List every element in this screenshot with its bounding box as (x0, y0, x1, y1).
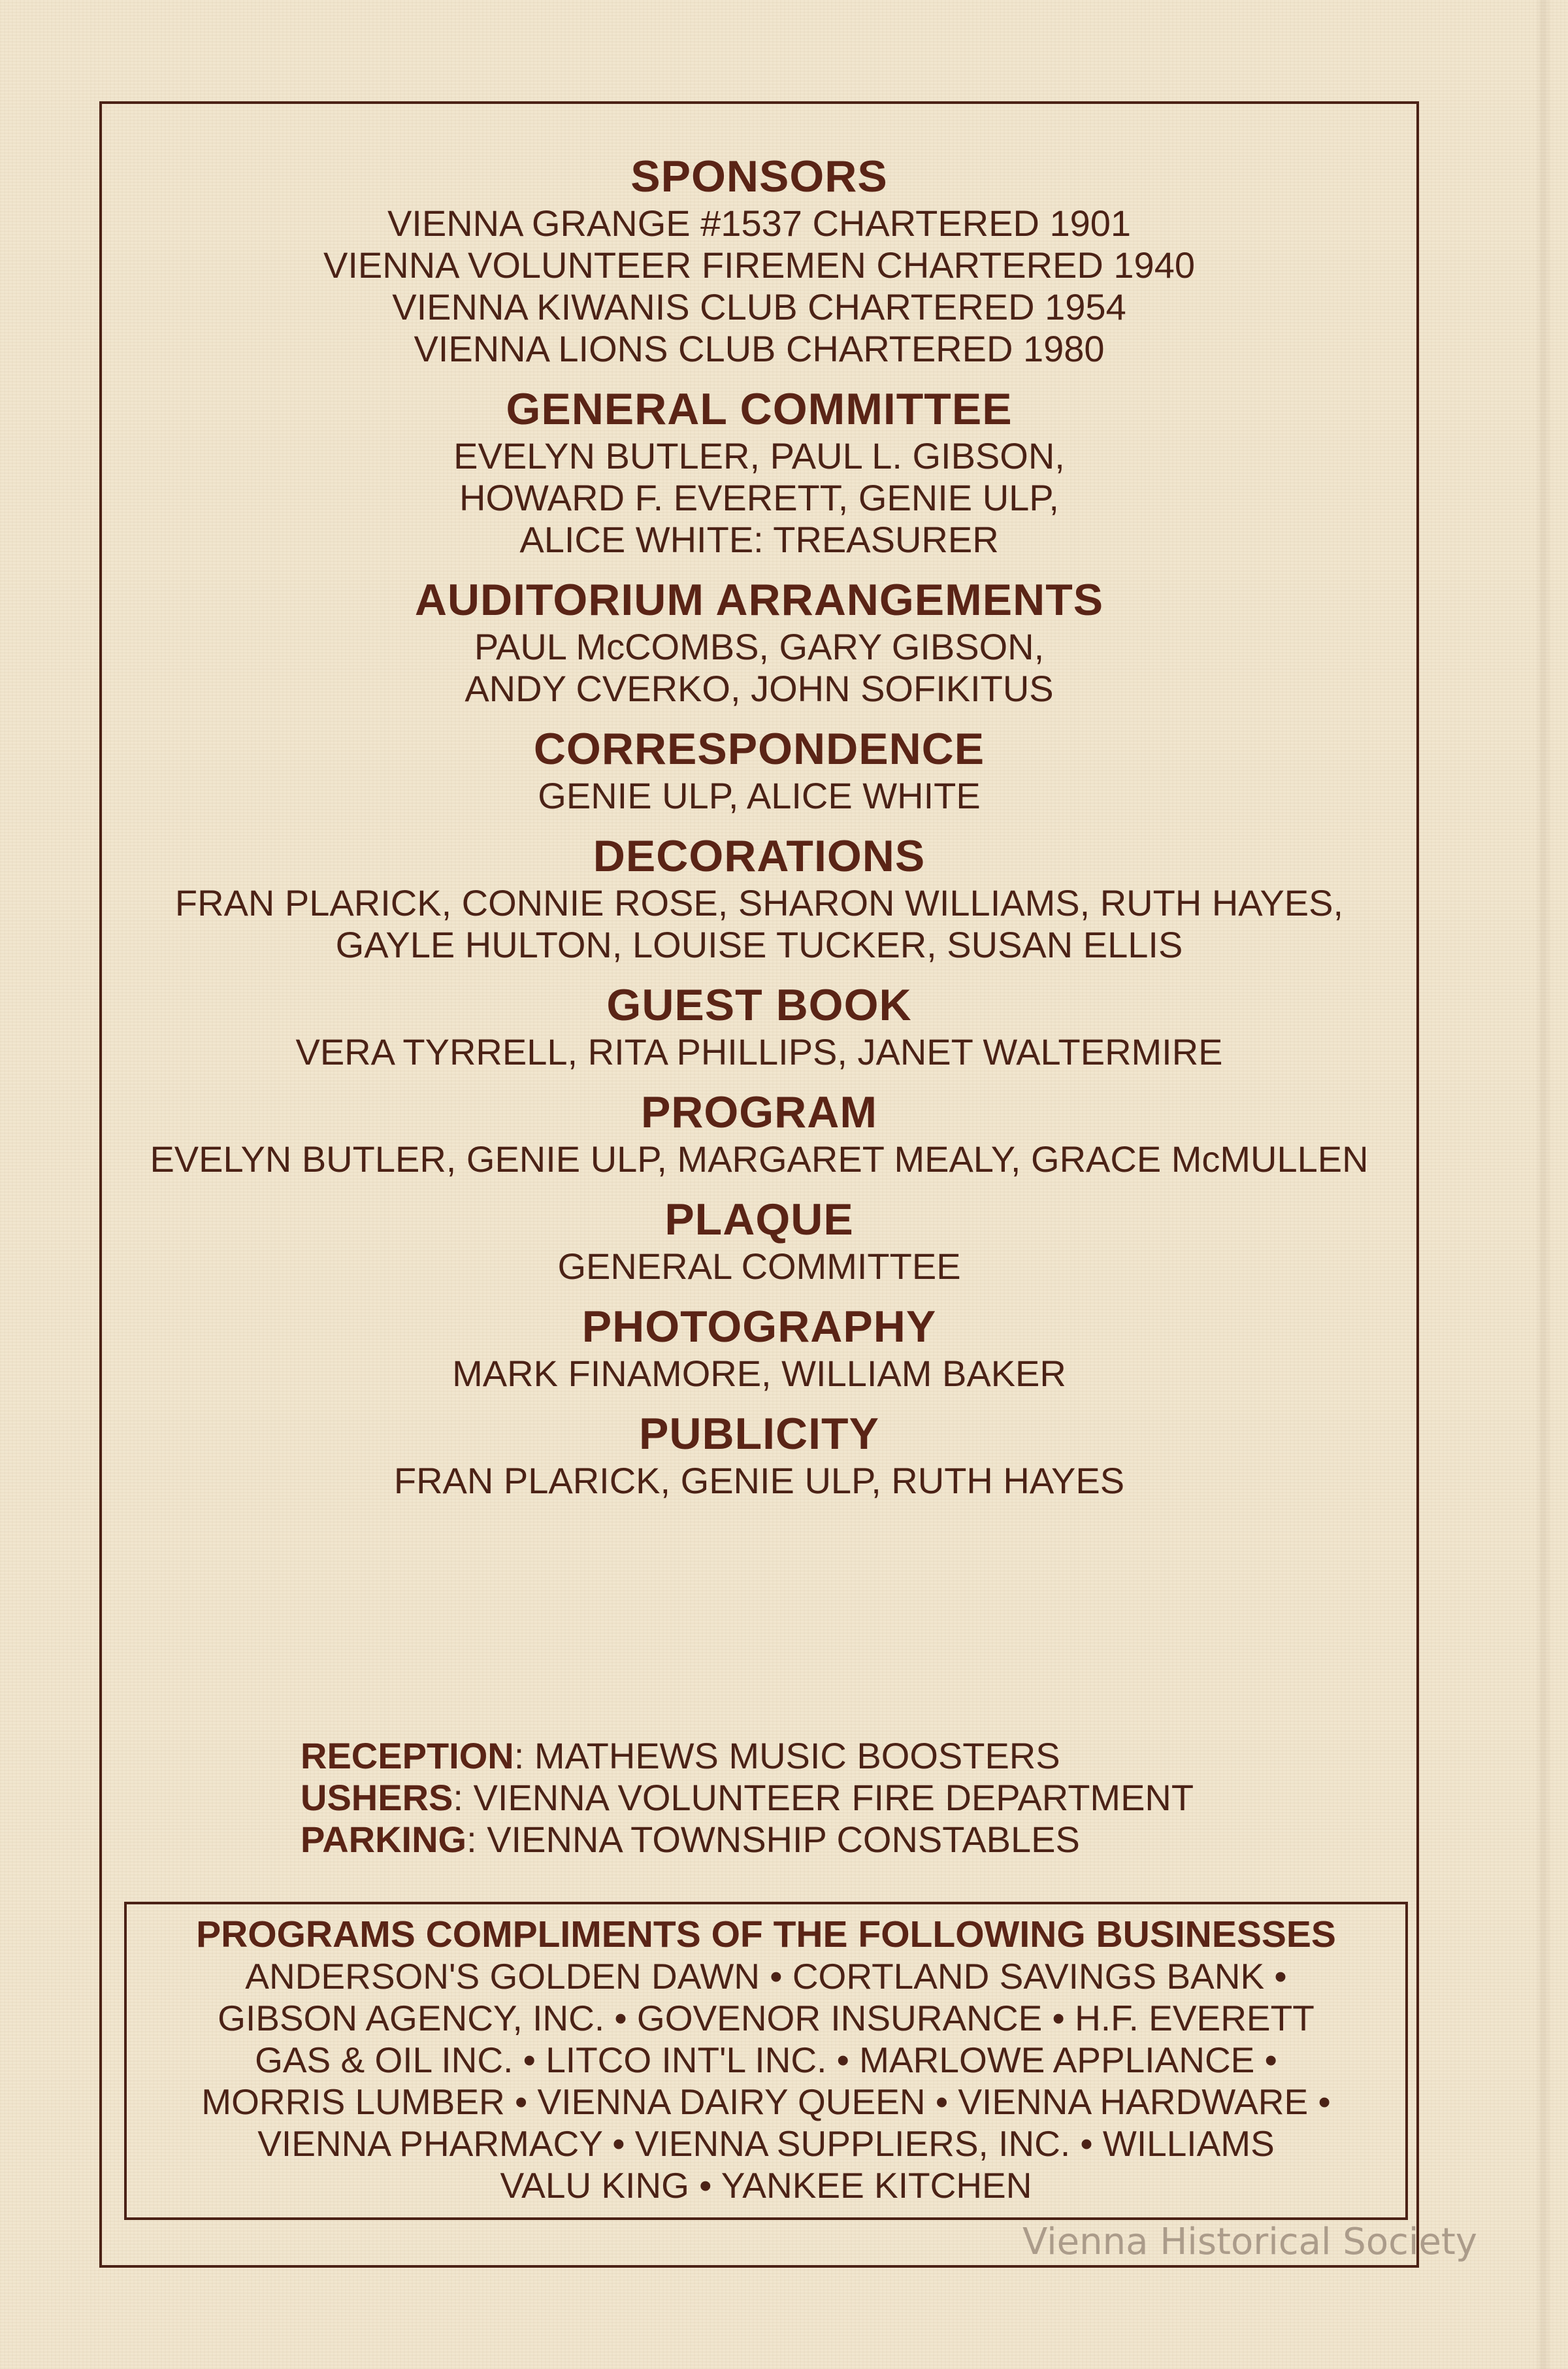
section-line: FRAN PLARICK, GENIE ULP, RUTH HAYES (393, 1460, 1125, 1501)
section-decorations (102, 830, 1416, 966)
section-line: EVELYN BUTLER, GENIE ULP, MARGARET MEALY, GRACE McMULLEN (150, 1138, 1369, 1180)
business-line: VALU KING • YANKEE KITCHEN (500, 2165, 1032, 2206)
section-line: VERA TYRRELL, RITA PHILLIPS, JANET WALTERMIRE (295, 1031, 1223, 1072)
role-value: : MATHEWS MUSIC BOOSTERS (514, 1735, 1060, 1776)
section-publicity (102, 1408, 1416, 1502)
section-heading: GUEST BOOK (606, 980, 912, 1030)
section-heading: PHOTOGRAPHY (581, 1302, 937, 1351)
business-line: VIENNA PHARMACY • VIENNA SUPPLIERS, INC. • WILLIAMS (257, 2123, 1275, 2164)
section-line: VIENNA LIONS CLUB CHARTERED 1980 (414, 328, 1105, 369)
section-line: GAYLE HULTON, LOUISE TUCKER, SUSAN ELLIS (335, 924, 1183, 965)
role-value: : VIENNA TOWNSHIP CONSTABLES (466, 1819, 1080, 1860)
section-line: GENIE ULP, ALICE WHITE (538, 775, 981, 816)
business-line: GAS & OIL INC. • LITCO INT'L INC. • MARLOWE APPLIANCE • (255, 2040, 1277, 2080)
section-line: MARK FINAMORE, WILLIAM BAKER (452, 1353, 1066, 1394)
section-program (102, 1086, 1416, 1180)
section-line: FRAN PLARICK, CONNIE ROSE, SHARON WILLIAMS, RUTH HAYES, (174, 882, 1344, 923)
section-line: GENERAL COMMITTEE (557, 1246, 961, 1287)
role-ushers (301, 1777, 1194, 1819)
section-heading: PROGRAM (640, 1087, 878, 1137)
role-label: PARKING (301, 1819, 467, 1860)
section-heading: GENERAL COMMITTEE (506, 384, 1013, 434)
section-heading: SPONSORS (630, 152, 888, 201)
section-line: ANDY CVERKO, JOHN SOFIKITUS (465, 668, 1054, 709)
businesses-box (124, 1902, 1408, 2220)
section-plaque (102, 1193, 1416, 1287)
role-label: USHERS (301, 1777, 453, 1818)
businesses-title: PROGRAMS COMPLIMENTS OF THE FOLLOWING BUSINESSES (196, 1913, 1336, 1955)
section-line: EVELYN BUTLER, PAUL L. GIBSON, (453, 435, 1065, 476)
role-label: RECEPTION (301, 1735, 514, 1776)
section-heading: CORRESPONDENCE (533, 724, 985, 774)
business-line: GIBSON AGENCY, INC. • GOVENOR INSURANCE • H.F. EVERETT (218, 1998, 1315, 2038)
section-heading: DECORATIONS (593, 831, 926, 881)
watermark: Vienna Historical Society (1022, 2221, 1478, 2263)
business-line: MORRIS LUMBER • VIENNA DAIRY QUEEN • VIENNA HARDWARE • (201, 2081, 1331, 2122)
section-heading: PLAQUE (664, 1195, 854, 1244)
section-line: VIENNA KIWANIS CLUB CHARTERED 1954 (392, 286, 1126, 327)
section-line: HOWARD F. EVERETT, GENIE ULP, (459, 477, 1059, 518)
section-auditorium-arrangements (102, 574, 1416, 710)
section-heading: AUDITORIUM ARRANGEMENTS (414, 575, 1104, 625)
section-line: PAUL McCOMBS, GARY GIBSON, (474, 626, 1045, 667)
committee-list (102, 131, 1416, 1502)
role-value: : VIENNA VOLUNTEER FIRE DEPARTMENT (453, 1777, 1194, 1818)
role-parking (301, 1819, 1194, 1861)
section-line: VIENNA VOLUNTEER FIREMEN CHARTERED 1940 (323, 244, 1195, 286)
section-general-committee (102, 383, 1416, 561)
section-line: ALICE WHITE: TREASURER (519, 519, 999, 560)
section-photography (102, 1300, 1416, 1395)
business-line: ANDERSON'S GOLDEN DAWN • CORTLAND SAVINGS BANK • (245, 1956, 1287, 1996)
section-sponsors (102, 150, 1416, 370)
section-heading: PUBLICITY (639, 1409, 879, 1459)
section-correspondence (102, 723, 1416, 817)
role-reception (301, 1735, 1194, 1777)
roles-block (301, 1735, 1194, 1861)
section-guest-book (102, 979, 1416, 1073)
section-line: VIENNA GRANGE #1537 CHARTERED 1901 (387, 203, 1132, 244)
